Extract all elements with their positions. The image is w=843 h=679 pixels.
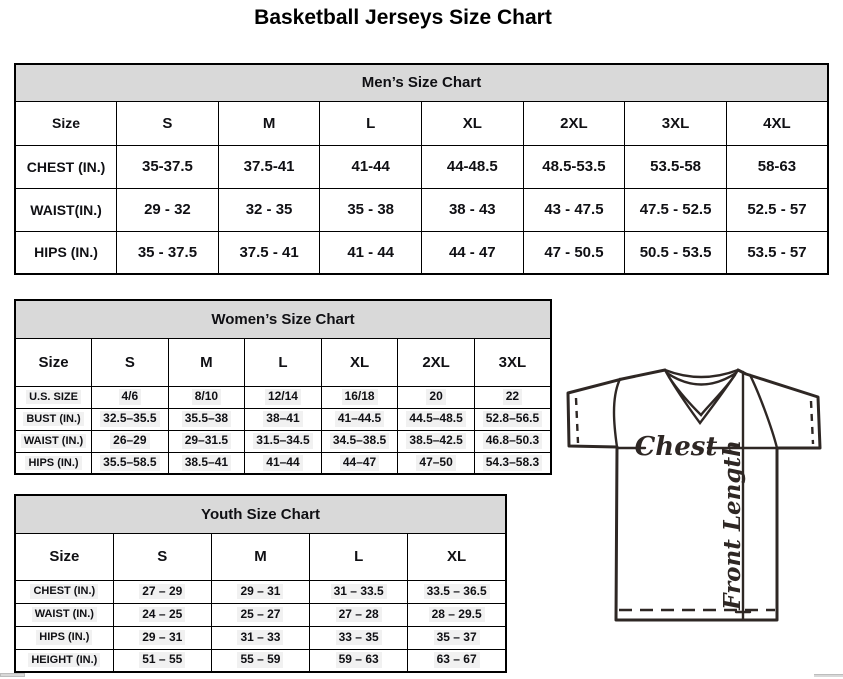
womens-row-label <box>15 408 92 430</box>
mens-cell: 48.5-53.5 <box>523 145 625 188</box>
womens-cell-text: 38–41 <box>263 411 302 427</box>
womens-column-header: Size <box>15 338 92 386</box>
womens-cell-text: 41–44.5 <box>335 411 384 427</box>
womens-cell-text: 20 <box>426 389 445 405</box>
youth-cell <box>211 603 309 626</box>
womens-cell <box>168 452 245 474</box>
mens-cell: 37.5 - 41 <box>218 231 320 274</box>
mens-cell: 58-63 <box>726 145 828 188</box>
youth-cell-text: 29 – 31 <box>237 584 283 600</box>
youth-row-label <box>15 626 113 649</box>
womens-column-header: XL <box>321 338 398 386</box>
jersey-right-cuff-dash <box>811 401 813 444</box>
youth-cell-text: 27 – 28 <box>336 607 382 623</box>
mens-cell: 41-44 <box>320 145 422 188</box>
front-length-label: Front Length <box>719 440 746 610</box>
womens-cell <box>245 408 322 430</box>
womens-row-label-text: HIPS (IN.) <box>25 456 81 470</box>
womens-cell <box>398 452 475 474</box>
womens-cell <box>474 430 551 452</box>
womens-cell <box>321 430 398 452</box>
womens-cell <box>474 386 551 408</box>
youth-cell <box>113 626 211 649</box>
womens-column-header: M <box>168 338 245 386</box>
womens-cell <box>245 386 322 408</box>
youth-column-header: L <box>310 533 408 580</box>
youth-column-header: Size <box>15 533 113 580</box>
womens-cell-text: 29–31.5 <box>182 433 231 449</box>
youth-cell-text: 33.5 – 36.5 <box>424 584 490 600</box>
page-title: Basketball Jerseys Size Chart <box>254 6 552 29</box>
mens-cell: 41 - 44 <box>320 231 422 274</box>
womens-cell-text: 46.8–50.3 <box>483 433 542 449</box>
womens-cell-text: 38.5–41 <box>182 455 231 471</box>
jersey-measurement-diagram <box>556 360 838 670</box>
jersey-left-cuff-dash <box>576 398 578 443</box>
horizontal-scrollbar-fragment-left[interactable] <box>0 673 25 677</box>
youth-cell-text: 28 – 29.5 <box>429 607 485 623</box>
womens-cell-text: 12/14 <box>265 389 301 405</box>
youth-row-label <box>15 603 113 626</box>
mens-cell: 53.5 - 57 <box>726 231 828 274</box>
womens-cell-text: 26–29 <box>110 433 149 449</box>
womens-cell <box>168 430 245 452</box>
youth-row-label <box>15 649 113 672</box>
womens-row-label <box>15 386 92 408</box>
youth-row-label <box>15 580 113 603</box>
mens-column-header: S <box>117 101 219 145</box>
womens-cell-text: 44.5–48.5 <box>406 411 465 427</box>
womens-cell <box>321 452 398 474</box>
womens-cell-text: 41–44 <box>263 455 302 471</box>
womens-cell <box>245 430 322 452</box>
womens-cell <box>245 452 322 474</box>
mens-cell: 43 - 47.5 <box>523 188 625 231</box>
womens-cell-text: 52.8–56.5 <box>483 411 542 427</box>
mens-cell: 50.5 - 53.5 <box>625 231 727 274</box>
youth-cell <box>113 649 211 672</box>
mens-column-header: Size <box>15 101 117 145</box>
womens-cell <box>92 452 169 474</box>
youth-row-label-text: WAIST (IN.) <box>32 607 97 621</box>
youth-column-header: M <box>211 533 309 580</box>
womens-row-label <box>15 452 92 474</box>
mens-cell: 53.5-58 <box>625 145 727 188</box>
mens-column-header: 3XL <box>625 101 727 145</box>
youth-cell <box>310 580 408 603</box>
womens-cell <box>398 386 475 408</box>
horizontal-scrollbar-fragment-right[interactable] <box>814 674 843 677</box>
youth-row-label-text: CHEST (IN.) <box>30 584 98 598</box>
womens-cell <box>321 386 398 408</box>
chest-label: Chest <box>634 432 718 462</box>
youth-cell <box>113 603 211 626</box>
womens-cell <box>398 430 475 452</box>
womens-cell <box>168 408 245 430</box>
womens-cell-text: 31.5–34.5 <box>253 433 312 449</box>
womens-cell <box>92 430 169 452</box>
youth-cell-text: 55 – 59 <box>237 652 283 668</box>
jersey-right-armhole-seam <box>750 375 777 448</box>
mens-cell: 37.5-41 <box>218 145 320 188</box>
youth-cell-text: 27 – 29 <box>139 584 185 600</box>
mens-column-header: 2XL <box>523 101 625 145</box>
womens-row-label-text: BUST (IN.) <box>23 412 83 426</box>
mens-column-header: XL <box>422 101 524 145</box>
womens-cell-text: 4/6 <box>119 389 142 405</box>
womens-chart-title: Women’s Size Chart <box>15 300 551 338</box>
mens-row-label: HIPS (IN.) <box>15 231 117 274</box>
womens-column-header: S <box>92 338 169 386</box>
mens-row-label: CHEST (IN.) <box>15 145 117 188</box>
youth-cell-text: 24 – 25 <box>139 607 185 623</box>
mens-cell: 47.5 - 52.5 <box>625 188 727 231</box>
womens-cell <box>474 452 551 474</box>
youth-cell <box>310 649 408 672</box>
womens-column-header: L <box>245 338 322 386</box>
womens-row-label <box>15 430 92 452</box>
youth-size-chart-table <box>14 494 507 673</box>
mens-column-header: M <box>218 101 320 145</box>
youth-cell-text: 29 – 31 <box>139 630 185 646</box>
youth-cell <box>211 649 309 672</box>
mens-column-header: L <box>320 101 422 145</box>
youth-cell-text: 63 – 67 <box>434 652 480 668</box>
mens-cell: 29 - 32 <box>117 188 219 231</box>
womens-cell <box>168 386 245 408</box>
womens-size-chart-table <box>14 299 552 475</box>
mens-row-label: WAIST(IN.) <box>15 188 117 231</box>
womens-cell-text: 35.5–38 <box>182 411 231 427</box>
womens-cell-text: 44–47 <box>340 455 379 471</box>
youth-cell <box>408 649 506 672</box>
youth-column-header: S <box>113 533 211 580</box>
youth-cell <box>310 603 408 626</box>
mens-cell: 38 - 43 <box>422 188 524 231</box>
youth-cell <box>310 626 408 649</box>
womens-cell-text: 47–50 <box>416 455 455 471</box>
womens-cell <box>321 408 398 430</box>
youth-cell <box>113 580 211 603</box>
womens-cell-text: 35.5–58.5 <box>100 455 159 471</box>
womens-cell <box>474 408 551 430</box>
mens-chart-title: Men’s Size Chart <box>15 64 828 101</box>
jersey-left-armhole-seam <box>614 379 620 447</box>
womens-column-header: 2XL <box>398 338 475 386</box>
womens-row-label-text: WAIST (IN.) <box>21 434 86 448</box>
womens-cell <box>92 408 169 430</box>
womens-cell-text: 22 <box>503 389 522 405</box>
mens-cell: 35-37.5 <box>117 145 219 188</box>
mens-cell: 44-48.5 <box>422 145 524 188</box>
womens-cell-text: 54.3–58.3 <box>483 455 542 471</box>
youth-cell-text: 31 – 33.5 <box>331 584 387 600</box>
youth-cell <box>408 626 506 649</box>
youth-cell <box>408 580 506 603</box>
mens-cell: 47 - 50.5 <box>523 231 625 274</box>
womens-cell-text: 34.5–38.5 <box>330 433 389 449</box>
youth-cell-text: 51 – 55 <box>139 652 185 668</box>
youth-cell <box>408 603 506 626</box>
youth-chart-title: Youth Size Chart <box>15 495 506 533</box>
youth-column-header: XL <box>408 533 506 580</box>
mens-size-chart-table <box>14 63 829 275</box>
youth-cell <box>211 626 309 649</box>
jersey-collar-arc-outer <box>665 370 738 377</box>
youth-cell-text: 59 – 63 <box>336 652 382 668</box>
youth-cell <box>211 580 309 603</box>
womens-cell-text: 38.5–42.5 <box>406 433 465 449</box>
womens-cell-text: 32.5–35.5 <box>100 411 159 427</box>
mens-column-header: 4XL <box>726 101 828 145</box>
youth-cell-text: 33 – 35 <box>336 630 382 646</box>
youth-cell-text: 31 – 33 <box>237 630 283 646</box>
mens-cell: 35 - 38 <box>320 188 422 231</box>
mens-cell: 35 - 37.5 <box>117 231 219 274</box>
womens-cell-text: 8/10 <box>192 389 221 405</box>
womens-row-label-text: U.S. SIZE <box>26 390 81 404</box>
youth-row-label-text: HIPS (IN.) <box>36 630 92 644</box>
youth-cell-text: 35 – 37 <box>434 630 480 646</box>
womens-cell-text: 16/18 <box>342 389 378 405</box>
womens-column-header: 3XL <box>474 338 551 386</box>
youth-row-label-text: HEIGHT (IN.) <box>28 653 100 667</box>
womens-cell <box>398 408 475 430</box>
mens-cell: 52.5 - 57 <box>726 188 828 231</box>
mens-cell: 44 - 47 <box>422 231 524 274</box>
youth-cell-text: 25 – 27 <box>237 607 283 623</box>
womens-cell <box>92 386 169 408</box>
mens-cell: 32 - 35 <box>218 188 320 231</box>
